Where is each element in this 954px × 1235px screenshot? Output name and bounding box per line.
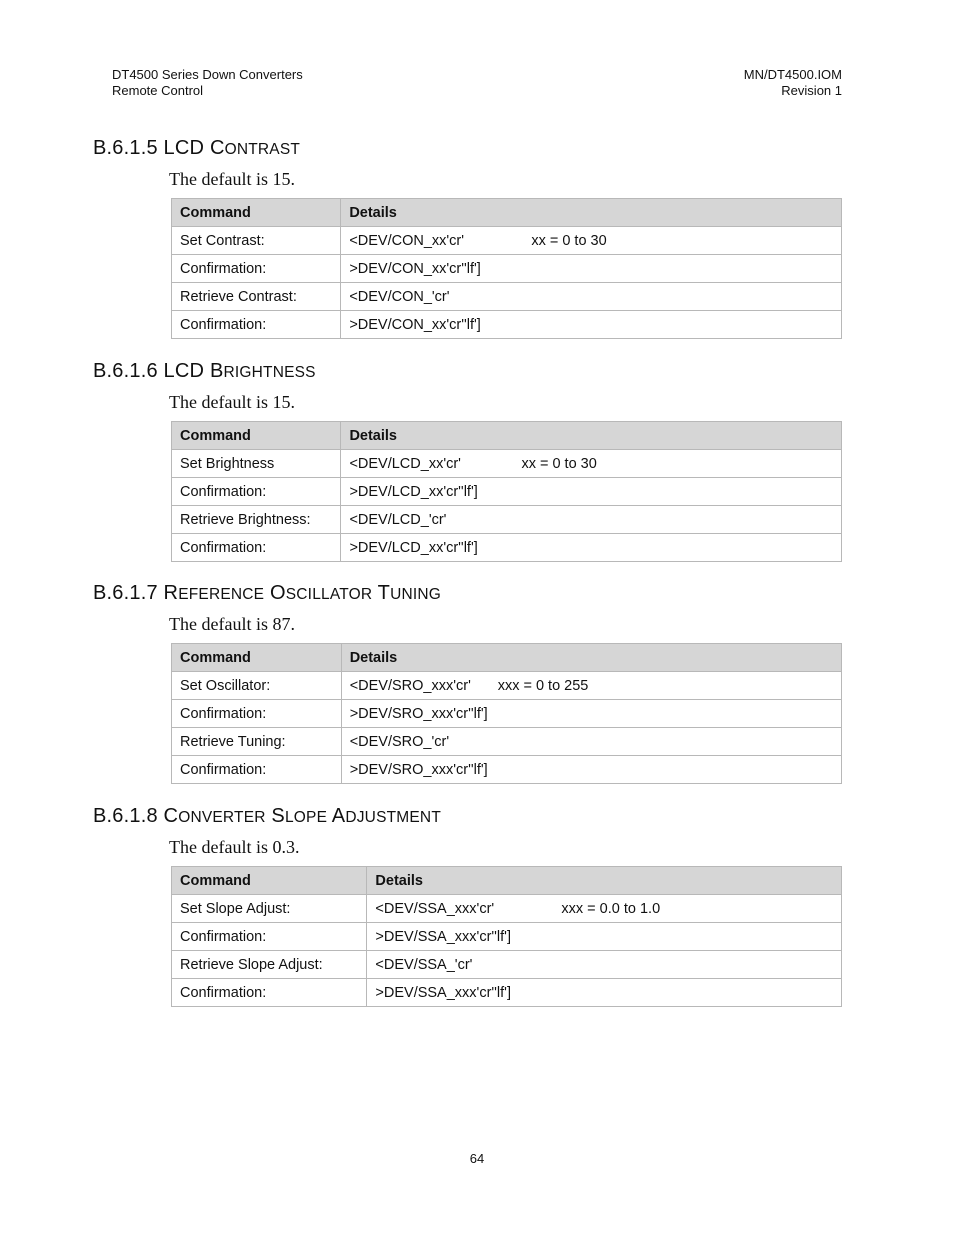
table-row	[172, 951, 842, 979]
section-title-initial: LCD	[163, 360, 205, 382]
column-header-command: Command	[172, 199, 341, 227]
command-syntax: <DEV/SSA_xxx'cr'	[375, 900, 495, 917]
command-table	[171, 421, 842, 562]
table-row	[172, 895, 842, 923]
command-cell: Set Slope Adjust:	[172, 895, 367, 923]
section-heading	[93, 135, 843, 161]
table-row	[172, 534, 842, 562]
section-title-initial: S	[271, 805, 285, 827]
command-syntax: >DEV/CON_xx'cr''lf']	[349, 260, 481, 277]
section-title-smallcaps: DJUSTMENT	[345, 809, 441, 826]
parameter-range: xxx = 0.0 to 1.0	[561, 900, 661, 917]
section-title-smallcaps: RIGHTNESS	[223, 364, 316, 381]
column-header-details: Details	[367, 867, 842, 895]
section-heading	[93, 803, 843, 829]
command-syntax: <DEV/LCD_xx'cr'	[349, 455, 461, 472]
command-syntax: >DEV/SRO_xxx'cr''lf']	[349, 761, 488, 778]
details-cell	[341, 283, 842, 311]
command-cell: Confirmation:	[172, 478, 341, 506]
section-title-smallcaps: UNING	[390, 586, 442, 603]
section-B-6-1-8	[93, 803, 843, 1007]
details-cell	[341, 478, 842, 506]
details-cell	[341, 506, 842, 534]
details-cell	[367, 979, 842, 1007]
table-row	[172, 227, 842, 255]
command-cell: Retrieve Tuning:	[172, 728, 342, 756]
section-number: B.6.1.8	[93, 805, 158, 827]
table-row	[172, 450, 842, 478]
section-title-initial: A	[331, 805, 346, 827]
section-title-smallcaps: LOPE	[284, 809, 328, 826]
command-syntax: >DEV/LCD_xx'cr''lf']	[349, 483, 478, 500]
details-cell	[341, 255, 842, 283]
parameter-range: xx = 0 to 30	[521, 455, 597, 472]
command-cell: Confirmation:	[172, 534, 341, 562]
details-cell	[341, 311, 842, 339]
page-number: 64	[469, 1151, 485, 1166]
details-cell	[341, 450, 842, 478]
command-syntax: >DEV/SSA_xxx'cr''lf']	[375, 984, 511, 1001]
section-title-initial: LCD	[163, 137, 205, 159]
command-table	[171, 198, 842, 339]
section-title-initial: R	[163, 582, 179, 604]
command-table	[171, 643, 842, 784]
section-number: B.6.1.6	[93, 360, 158, 382]
command-syntax: >DEV/LCD_xx'cr''lf']	[349, 539, 478, 556]
details-cell	[367, 895, 842, 923]
column-header-details: Details	[341, 199, 842, 227]
default-value-text: The default is 87.	[169, 614, 295, 634]
section-title-smallcaps: EFERENCE	[178, 586, 265, 603]
details-cell	[341, 534, 842, 562]
command-cell: Confirmation:	[172, 255, 341, 283]
parameter-range: xx = 0 to 30	[531, 232, 607, 249]
command-syntax: <DEV/SRO_'cr'	[349, 733, 450, 750]
table-header-row	[172, 422, 842, 450]
table-row	[172, 478, 842, 506]
section-title-initial: O	[269, 582, 286, 604]
section-number: B.6.1.5	[93, 137, 158, 159]
command-cell: Set Oscillator:	[172, 672, 342, 700]
details-cell	[341, 728, 841, 756]
default-value-text: The default is 15.	[169, 169, 295, 189]
table-row	[172, 923, 842, 951]
command-syntax: <DEV/LCD_'cr'	[349, 511, 447, 528]
column-header-command: Command	[172, 867, 367, 895]
details-cell	[367, 951, 842, 979]
table-row	[172, 728, 842, 756]
details-cell	[341, 700, 841, 728]
default-value-text: The default is 0.3.	[169, 837, 300, 857]
page-header-left	[112, 67, 303, 99]
section-title-initial: T	[377, 582, 391, 604]
section-number: B.6.1.7	[93, 582, 158, 604]
table-row	[172, 700, 842, 728]
command-cell: Retrieve Slope Adjust:	[172, 951, 367, 979]
command-cell: Confirmation:	[172, 923, 367, 951]
column-header-details: Details	[341, 644, 841, 672]
details-cell	[341, 672, 841, 700]
command-syntax: >DEV/CON_xx'cr''lf']	[349, 316, 481, 333]
column-header-command: Command	[172, 422, 341, 450]
command-syntax: >DEV/SSA_xxx'cr''lf']	[375, 928, 511, 945]
command-syntax: >DEV/SRO_xxx'cr''lf']	[349, 705, 488, 722]
table-row	[172, 756, 842, 784]
table-row	[172, 255, 842, 283]
header-manual-number: MN/DT4500.IOM	[743, 67, 842, 82]
command-table	[171, 866, 842, 1007]
command-syntax: <DEV/CON_xx'cr'	[349, 232, 465, 249]
parameter-range: xxx = 0 to 255	[497, 677, 589, 694]
table-row	[172, 311, 842, 339]
command-syntax: <DEV/SRO_xxx'cr'	[349, 677, 471, 694]
section-title-initial: C	[209, 137, 225, 159]
header-chapter: Remote Control	[112, 83, 204, 98]
command-cell: Retrieve Brightness:	[172, 506, 341, 534]
details-cell	[341, 756, 841, 784]
command-syntax: <DEV/CON_'cr'	[349, 288, 450, 305]
table-header-row	[172, 199, 842, 227]
table-header-row	[172, 867, 842, 895]
section-heading	[93, 358, 843, 384]
details-cell	[367, 923, 842, 951]
section-title-initial: C	[163, 805, 179, 827]
table-row	[172, 283, 842, 311]
table-row	[172, 506, 842, 534]
header-revision: Revision 1	[781, 83, 842, 98]
section-title-smallcaps: ONTRAST	[224, 141, 301, 158]
default-value-text: The default is 15.	[169, 392, 295, 412]
page-header-right	[744, 67, 842, 99]
table-row	[172, 672, 842, 700]
section-title-initial: B	[209, 360, 224, 382]
command-cell: Confirmation:	[172, 311, 341, 339]
section-B-6-1-7	[93, 580, 843, 784]
column-header-details: Details	[341, 422, 842, 450]
details-cell	[341, 227, 842, 255]
section-heading	[93, 580, 843, 606]
section-title-smallcaps: SCILLATOR	[285, 586, 373, 603]
command-cell: Confirmation:	[172, 979, 367, 1007]
command-cell: Confirmation:	[172, 756, 342, 784]
section-B-6-1-6	[93, 358, 843, 562]
table-row	[172, 979, 842, 1007]
section-title-smallcaps: ONVERTER	[178, 809, 266, 826]
command-cell: Set Contrast:	[172, 227, 341, 255]
column-header-command: Command	[172, 644, 342, 672]
command-cell: Set Brightness	[172, 450, 341, 478]
command-cell: Confirmation:	[172, 700, 342, 728]
command-cell: Retrieve Contrast:	[172, 283, 341, 311]
command-syntax: <DEV/SSA_'cr'	[375, 956, 473, 973]
section-B-6-1-5	[93, 135, 843, 339]
table-header-row	[172, 644, 842, 672]
header-document-title: DT4500 Series Down Converters	[112, 67, 303, 82]
